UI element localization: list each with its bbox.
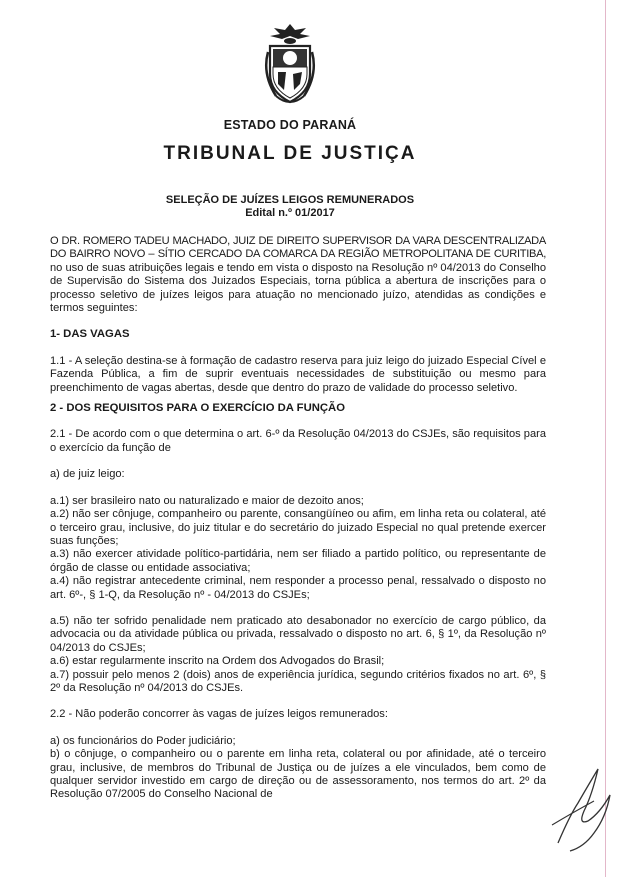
requirement-item: a.5) não ter sofrido penalidade nem praticado ato desabonador no exercício de cargo público, da advocacia ou da atividade pública ou privada, ressalvado o disposto no art. 6, § 1º, da Resolução nº 04/2013 do CSJEs; bbox=[50, 614, 546, 654]
parana-coat-of-arms-icon bbox=[262, 22, 318, 108]
edital-number: Edital n.º 01/2017 bbox=[245, 207, 335, 219]
section-2-heading: 2 - DOS REQUISITOS PARA O EXERCÍCIO DA FUNÇÃO bbox=[50, 402, 346, 415]
requirement-item: a.1) ser brasileiro nato ou naturalizado e maior de dezoito anos; bbox=[50, 494, 364, 507]
state-heading: ESTADO DO PARANÁ bbox=[223, 118, 357, 132]
handwritten-signature-icon bbox=[548, 755, 618, 855]
intro-judge-name: O DR. ROMERO TADEU MACHADO, JUIZ DE DIREITO SUPERVISOR DA VARA DESCENTRALIZADA DO BAIRRO NOVO – SÍTIO CERCADO DA COMARCA DA REGIÃO METROPOLITANA DE CURITIBA, bbox=[50, 235, 546, 261]
restriction-item: a) os funcionários do Poder judiciário; bbox=[50, 734, 236, 747]
section-1-heading: 1- DAS VAGAS bbox=[50, 328, 130, 341]
intro-paragraph bbox=[50, 235, 546, 315]
requirement-item: a.6) estar regularmente inscrito na Ordem dos Advogados do Brasil; bbox=[50, 655, 385, 668]
requirement-item: a.4) não registrar antecedente criminal, nem responder a processo penal, ressalvado o disposto no art. 6º-, § 1-Q, da Resolução nº - 04/2013 do CSJEs; bbox=[50, 575, 546, 601]
section-1-paragraph: 1.1 - A seleção destina-se à formação de cadastro reserva para juiz leigo do juizado Especial Cível e Fazenda Pública, a fim de suprir eventuais necessidades de substituição ou mesmo para preenchimento de vagas abertas, desde que dentro do prazo de validade do processo seletivo. bbox=[50, 354, 546, 394]
section-2-paragraph-1: 2.1 - De acordo com o que determina o art. 6-º da Resolução 04/2013 do CSJEs, são requisitos para o exercício da função de bbox=[50, 428, 546, 454]
requirement-item: a.3) não exercer atividade político-partidária, nem ser filiado a partido político, ou representante de órgão de classe ou entidade associativa; bbox=[50, 548, 546, 574]
section-2-paragraph-2: 2.2 - Não poderão concorrer às vagas de juízes leigos remunerados: bbox=[50, 708, 388, 721]
selection-title: SELEÇÃO DE JUÍZES LEIGOS REMUNERADOS bbox=[165, 194, 415, 206]
section-2-sub-a: a) de juiz leigo: bbox=[50, 468, 125, 481]
requirement-item: a.7) possuir pelo menos 2 (dois) anos de experiência jurídica, segundo critérios fixados no art. 6º, § 2º da Resolução nº 04/2013 do CSJEs. bbox=[50, 668, 546, 694]
restriction-item: b) o cônjuge, o companheiro ou o parente em linha reta, colateral ou por afinidade, até o terceiro grau, inclusive, de membros do Tribunal de Justiça ou de juízes a ele vinculados, bem como de qualquer servidor investido em cargo de direção ou de assessoramento, nos termos do art. 2º da Resolução 07/2005 do Conselho Nacional de bbox=[50, 748, 546, 801]
court-heading: TRIBUNAL DE JUSTIÇA bbox=[163, 143, 417, 164]
intro-text: no uso de suas atribuições legais e tendo em vista o disposto na Resolução nº 04/2013 do Conselho de Supervisão do Sistema dos Juizados Especiais, torna pública a abertura de inscrições para o processo seletivo de juízes leigos para atuação no mencionado juízo, atendidas as condições e termos seguintes: bbox=[50, 261, 546, 315]
page-edge-line bbox=[605, 0, 606, 877]
requirement-item: a.2) não ser cônjuge, companheiro ou parente, consangüíneo ou afim, em linha reta ou colateral, até o terceiro grau, inclusive, do juiz titular e do secretário do juizado Especial no qual pretende exercer suas funções; bbox=[50, 508, 546, 547]
document-body bbox=[50, 235, 546, 802]
